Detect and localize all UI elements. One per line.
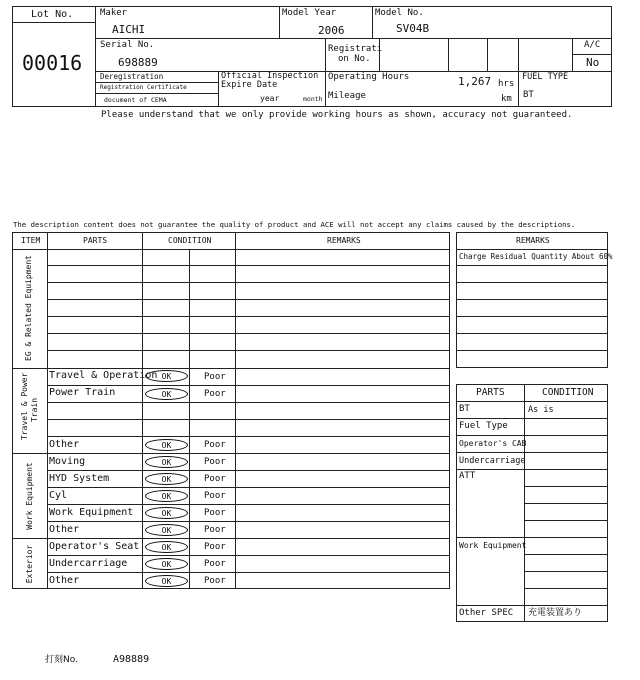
spec-part: Work Equipment bbox=[459, 541, 527, 550]
part-label: Operator's Seat bbox=[49, 541, 140, 552]
row-line bbox=[47, 402, 450, 403]
ok-circle: OK bbox=[145, 439, 188, 451]
header-divider bbox=[487, 38, 488, 71]
spec-part: Fuel Type bbox=[459, 421, 508, 431]
spec-condition: 充電装置あり bbox=[528, 608, 583, 618]
dereg-divider-1 bbox=[96, 82, 218, 83]
part-label: Other bbox=[49, 575, 80, 586]
condition-table-frame bbox=[12, 232, 450, 589]
model-year-label: Model Year bbox=[282, 8, 337, 18]
part-label: Undercarriage bbox=[49, 558, 128, 569]
spec-part: BT bbox=[459, 404, 470, 414]
part-label: Work Equipment bbox=[49, 507, 134, 518]
spec-condition-header: CONDITION bbox=[542, 387, 594, 398]
row-line bbox=[456, 469, 608, 470]
group-line bbox=[12, 368, 450, 369]
inspection-label-2: Expire Date bbox=[221, 80, 278, 90]
model-no-value: SV04B bbox=[396, 22, 430, 35]
header-line bbox=[12, 249, 450, 250]
row-line bbox=[456, 401, 608, 402]
part-label: Travel & Operation bbox=[49, 370, 158, 381]
poor-label: Poor bbox=[204, 576, 226, 586]
serial-no-value: 698889 bbox=[118, 56, 158, 69]
row-line bbox=[47, 385, 450, 386]
registration-label-2: on No. bbox=[338, 54, 371, 64]
group-eg-label: EG & Related Equipment bbox=[24, 255, 33, 361]
year-label: year bbox=[260, 94, 280, 103]
row-line bbox=[47, 316, 450, 317]
header-divider bbox=[325, 38, 326, 71]
lot-divider bbox=[12, 22, 96, 23]
ok-circle: OK bbox=[145, 490, 188, 502]
poor-label: Poor bbox=[204, 508, 226, 518]
fuel-type-value: BT bbox=[523, 90, 534, 100]
maker-label: Maker bbox=[100, 8, 128, 18]
serial-no-label: Serial No. bbox=[100, 40, 155, 50]
part-label: Other bbox=[49, 524, 80, 535]
spec-condition: As is bbox=[528, 405, 554, 415]
header-divider bbox=[325, 71, 326, 107]
condition-header: CONDITION bbox=[168, 236, 212, 245]
header-divider bbox=[279, 6, 280, 38]
ok-circle: OK bbox=[145, 507, 188, 519]
row-line bbox=[456, 418, 608, 419]
ok-circle: OK bbox=[145, 541, 188, 553]
deregistration-label: Deregistration bbox=[100, 72, 164, 81]
poor-label: Poor bbox=[204, 491, 226, 501]
hrs-unit: hrs bbox=[498, 79, 515, 89]
row-line bbox=[456, 249, 608, 250]
group-exterior-label: Exterior bbox=[25, 544, 34, 584]
cema-label: document of CEMA bbox=[104, 96, 167, 104]
poor-label: Poor bbox=[204, 542, 226, 552]
mileage-label: Mileage bbox=[328, 91, 366, 101]
dereg-divider-2 bbox=[96, 93, 218, 94]
registration-certificate-label: Registration Certificate bbox=[100, 84, 187, 91]
row-line bbox=[47, 265, 450, 266]
ok-circle: OK bbox=[145, 524, 188, 536]
group-work-label: Work Equipment bbox=[25, 462, 34, 530]
row-line bbox=[47, 350, 450, 351]
poor-label: Poor bbox=[204, 457, 226, 467]
col-divider bbox=[235, 232, 236, 589]
operating-hours-value: 1,267 bbox=[458, 75, 492, 88]
poor-label: Poor bbox=[204, 440, 226, 450]
month-label: month bbox=[303, 95, 323, 103]
row-line bbox=[524, 503, 608, 504]
header-divider bbox=[379, 38, 380, 71]
header-divider bbox=[518, 71, 519, 107]
row-line bbox=[456, 282, 608, 283]
header-row-line-1 bbox=[96, 38, 612, 39]
row-line bbox=[47, 419, 450, 420]
col-divider bbox=[142, 232, 143, 589]
row-line bbox=[456, 316, 608, 317]
ok-circle: OK bbox=[145, 558, 188, 570]
part-label: Moving bbox=[49, 456, 86, 467]
row-line bbox=[47, 521, 450, 522]
row-line bbox=[456, 452, 608, 453]
stamp-label: 打刻No. bbox=[45, 655, 78, 665]
row-line bbox=[524, 588, 608, 589]
row-line bbox=[524, 520, 608, 521]
model-no-label: Model No. bbox=[375, 8, 424, 18]
lot-no-value: 00016 bbox=[22, 51, 83, 75]
row-line bbox=[47, 487, 450, 488]
ok-circle: OK bbox=[145, 456, 188, 468]
remarks-box-header: REMARKS bbox=[516, 236, 550, 245]
lot-no-label: Lot No. bbox=[31, 9, 74, 20]
row-line bbox=[456, 537, 608, 538]
item-header: ITEM bbox=[21, 236, 41, 245]
group-travel-label-2: Train bbox=[30, 397, 39, 423]
ac-divider bbox=[572, 54, 612, 55]
operating-hours-label: Operating Hours bbox=[328, 72, 410, 82]
fuel-type-label: FUEL TYPE bbox=[522, 72, 569, 82]
group-travel-label: Travel & Power bbox=[20, 372, 29, 440]
row-line bbox=[47, 282, 450, 283]
spec-part: Operator's CAB bbox=[459, 439, 527, 448]
header-divider bbox=[518, 38, 519, 71]
part-label: Cyl bbox=[49, 490, 68, 501]
header-divider bbox=[218, 71, 219, 107]
maker-value: AICHI bbox=[112, 23, 146, 36]
poor-label: Poor bbox=[204, 559, 226, 569]
ok-circle: OK bbox=[145, 388, 188, 400]
row-line bbox=[47, 555, 450, 556]
inspection-label: Official Inspection bbox=[221, 71, 319, 81]
poor-label: Poor bbox=[204, 474, 226, 484]
poor-label: Poor bbox=[204, 525, 226, 535]
row-line bbox=[47, 504, 450, 505]
row-line bbox=[456, 350, 608, 351]
ac-value: No bbox=[586, 56, 600, 69]
row-line bbox=[47, 436, 450, 437]
ok-circle: OK bbox=[145, 370, 188, 382]
col-divider bbox=[47, 232, 48, 589]
row-line bbox=[456, 435, 608, 436]
spec-part: ATT bbox=[459, 471, 476, 481]
part-label: Other bbox=[49, 439, 80, 450]
km-unit: km bbox=[501, 94, 512, 104]
row-line bbox=[524, 554, 608, 555]
spec-part: Undercarriage bbox=[459, 456, 526, 466]
remarks-header: REMARKS bbox=[327, 236, 361, 245]
model-year-value: 2006 bbox=[318, 24, 345, 37]
disclaimer: The description content does not guarantee the quality of product and ACE will not accept any claims caused by the descriptions. bbox=[13, 220, 576, 229]
stamp-value: A98889 bbox=[113, 654, 150, 665]
header-divider bbox=[448, 38, 449, 71]
row-line bbox=[47, 470, 450, 471]
row-line bbox=[524, 486, 608, 487]
row-line bbox=[47, 333, 450, 334]
spec-part: Other SPEC bbox=[459, 608, 514, 618]
header-divider bbox=[372, 6, 373, 38]
parts-header: PARTS bbox=[83, 236, 108, 245]
registration-label: Registrati bbox=[328, 44, 383, 54]
ok-circle: OK bbox=[145, 473, 188, 485]
hours-notice: Please understand that we only provide working hours as shown, accuracy not guaranteed. bbox=[101, 110, 573, 120]
poor-label: Poor bbox=[204, 389, 226, 399]
ok-circle: OK bbox=[145, 575, 188, 587]
poor-label: Poor bbox=[204, 372, 226, 382]
row-line bbox=[456, 605, 608, 606]
row-line bbox=[456, 265, 608, 266]
part-label: HYD System bbox=[49, 473, 110, 484]
row-line bbox=[47, 299, 450, 300]
row-line bbox=[456, 333, 608, 334]
group-line bbox=[12, 538, 450, 539]
row-line bbox=[47, 572, 450, 573]
spec-parts-header: PARTS bbox=[476, 387, 505, 398]
row-line bbox=[456, 299, 608, 300]
row-line bbox=[524, 571, 608, 572]
part-label: Power Train bbox=[49, 387, 116, 398]
group-line bbox=[12, 453, 450, 454]
ac-label: A/C bbox=[584, 40, 601, 50]
remarks-line: Charge Residual Quantity About 60% bbox=[459, 252, 613, 261]
